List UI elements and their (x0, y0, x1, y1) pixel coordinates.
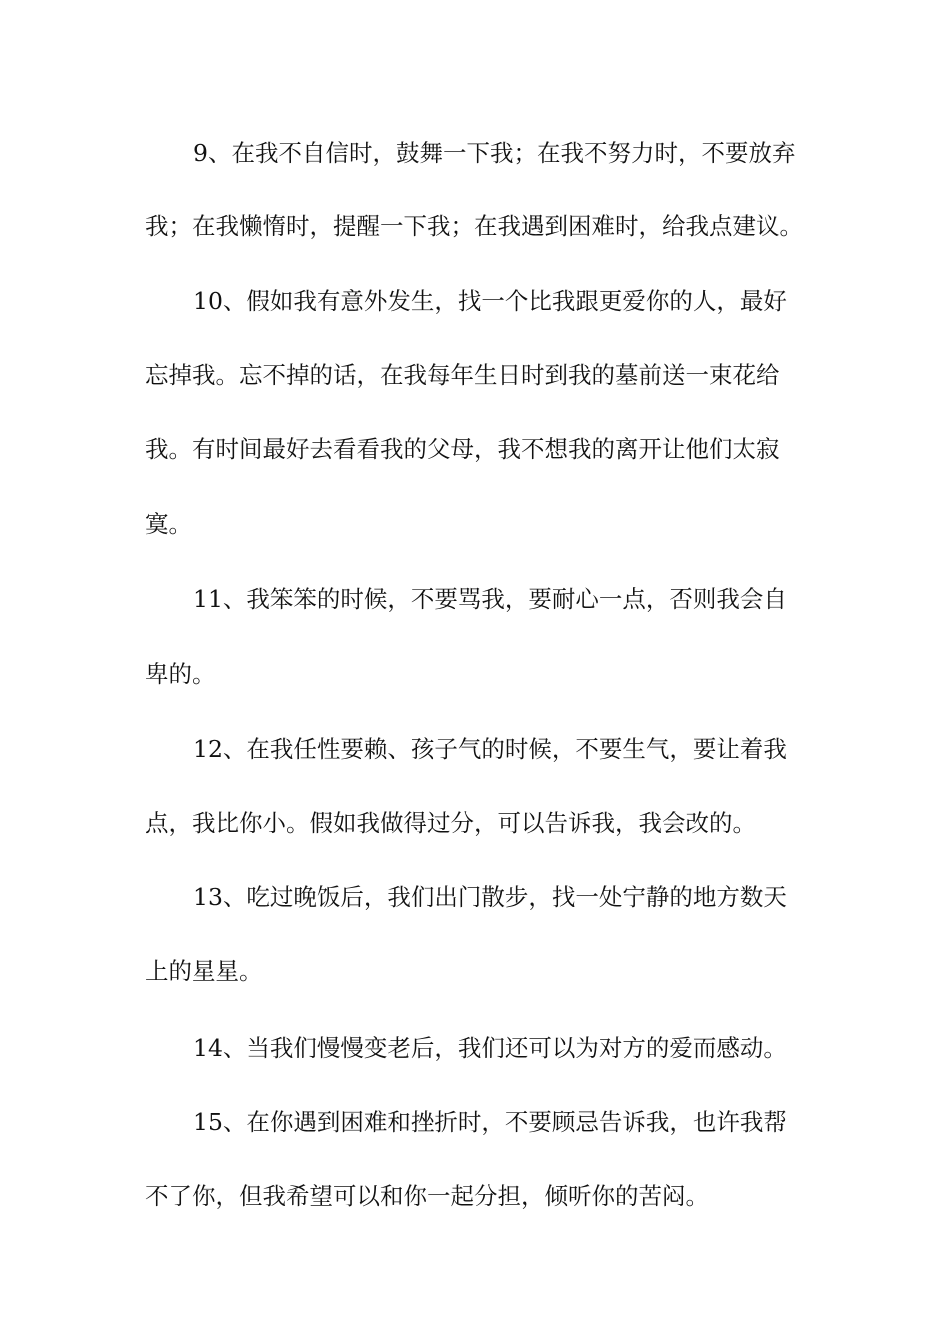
paragraph-10-line-2: 忘掉我。忘不掉的话，在我每年生日时到我的墓前送一束花给 (145, 361, 780, 389)
paragraph-10-line-4: 寞。 (145, 510, 192, 538)
paragraph-9-line-2: 我；在我懒惰时，提醒一下我；在我遇到困难时，给我点建议。 (145, 212, 803, 240)
paragraph-13-line-2: 上的星星。 (145, 957, 263, 985)
paragraph-15-line-1: 15、在你遇到困难和挫折时，不要顾忌告诉我，也许我帮 (193, 1108, 787, 1136)
paragraph-9-line-1: 9、在我不自信时，鼓舞一下我；在我不努力时，不要放弃 (193, 139, 796, 167)
paragraph-11-line-2: 卑的。 (145, 660, 216, 688)
paragraph-14-line-1: 14、当我们慢慢变老后，我们还可以为对方的爱而感动。 (193, 1034, 787, 1062)
paragraph-12-line-1: 12、在我任性要赖、孩子气的时候，不要生气，要让着我 (193, 735, 787, 763)
paragraph-11-line-1: 11、我笨笨的时候，不要骂我，要耐心一点，否则我会自 (193, 585, 787, 613)
paragraph-10-line-1: 10、假如我有意外发生，找一个比我跟更爱你的人，最好 (193, 287, 787, 315)
paragraph-13-line-1: 13、吃过晚饭后，我们出门散步，找一处宁静的地方数天 (193, 883, 787, 911)
paragraph-12-line-2: 点，我比你小。假如我做得过分，可以告诉我，我会改的。 (145, 809, 756, 837)
paragraph-10-line-3: 我。有时间最好去看看我的父母，我不想我的离开让他们太寂 (145, 435, 780, 463)
paragraph-15-line-2: 不了你，但我希望可以和你一起分担，倾听你的苦闷。 (145, 1182, 709, 1210)
